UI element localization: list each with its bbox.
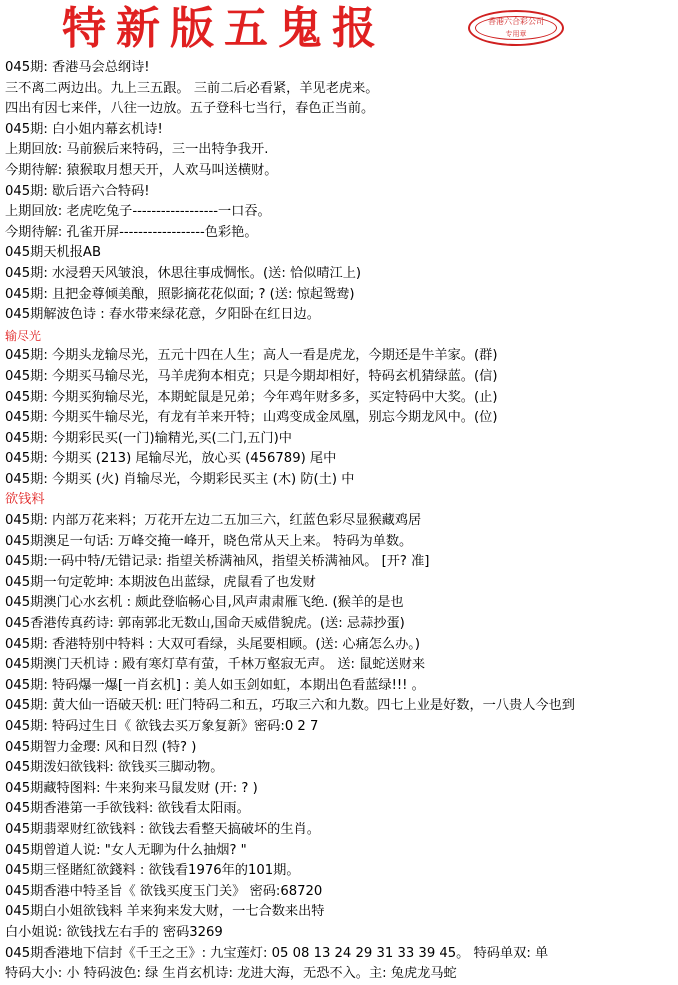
text-line: 上期回放: 老虎吃兔子------------------一口吞。: [5, 204, 271, 220]
text-line: 045期: 白小姐内幕玄机诗!: [5, 121, 163, 137]
text-line: 输尽光: [5, 328, 42, 343]
text-line: 045香港传真药诗: 郭南郭北无数山,国命天威借貌虎。(送: 忌蒜抄蛋): [5, 616, 405, 632]
text-line: 045期: 今期头龙输尽光，五元十四在人生；高人一看是虎龙，今期还是牛羊家。(群): [5, 348, 498, 364]
text-line: 三不离二两边出。九上三五跟。 三前二后必看紧，羊见老虎来。: [5, 80, 379, 96]
text-line: 045期:一码中特/无错记录: 指望关桥满袖风，指望关桥满袖风。 [开? 准]: [5, 554, 430, 570]
text-line: 045期: 黄大仙一语破天机: 旺门特码二和五，巧取三六和九数。四七上业是好数，一八贵人今也到: [5, 698, 575, 714]
text-line: 045期: 今期买马输尽光，马羊虎狗本相克；只是今期却相好，特码玄机猜绿蓝。(信): [5, 368, 498, 384]
text-line: 045期解波色诗 : 春水带来绿花意，夕阳卧在红日边。: [5, 307, 320, 323]
text-line: 四出有因七来伴，八往一边放。五子登科七当行，春色正当前。: [5, 101, 375, 117]
text-line: 045期三怪賭紅欲錢料 : 欲钱看1976年的101期。: [5, 863, 300, 879]
text-line: 045期曾道人说: "女人无聊为什么抽烟? ": [5, 842, 247, 858]
page-title: 特新版五鬼报: [62, 3, 386, 54]
text-line: 045期泼妇欲钱料: 欲钱买三脚动物。: [5, 760, 224, 776]
text-line: 045期: 今期买 (火) 肖输尽光，今期彩民买主 (木) 防(土) 中: [5, 471, 355, 487]
document-body: [5, 58, 673, 985]
text-line: 045期澳足一句话: 万峰交掩一峰开，晓色常从天上来。 特码为单数。: [5, 533, 413, 549]
text-line: 045期香港中特圣旨《 欲钱买度玉门关》 密码:68720: [5, 883, 323, 899]
text-line: 045期藏特图料: 牛来狗来马鼠发财 (开: ? ): [5, 780, 258, 796]
red-seal-stamp: [468, 10, 564, 46]
text-line: 045期智力金璎: 风和日烈 (特? ): [5, 739, 197, 755]
text-line: 045期香港地下信封《千王之王》: 九宝莲灯: 05 08 13 24 29 31 33 39 45。 特码单双: 单: [5, 945, 549, 961]
text-line: 045期一句定乾坤: 本期波色出蓝绿，虎鼠看了也发财: [5, 574, 316, 590]
text-line: 045期: 特码爆一爆[一肖玄机] : 美人如玉剑如虹，本期出色看蓝绿!!! 。: [5, 677, 425, 693]
text-line: 今期待解: 猿猴取月想天开，人欢马叫送横财。: [5, 162, 278, 178]
text-line: 045期: 内部万花来料；万花开左边二五加三六，红蓝色彩尽显猴藏鸡居: [5, 513, 422, 529]
text-line: 045期: 水浸碧天风皱浪，休思往事成惆怅。(送: 恰似晴江上): [5, 265, 362, 281]
text-line: 045期澳门天机诗 : 殿有寒灯草有萤，千林万壑寂无声。 送: 鼠蛇送财来: [5, 657, 426, 673]
text-line: 045期: 特码过生日《 欲钱去买万象复新》密码:0 2 7: [5, 719, 319, 734]
page-header: [0, 0, 678, 60]
text-line: 特码大小: 小 特码波色: 绿 生肖玄机诗: 龙进大海，无恐不入。主: 兔虎龙马蛇: [5, 966, 457, 982]
text-line: 045期香港第一手欲钱料: 欲钱看太阳雨。: [5, 801, 250, 817]
text-line: 045期: 今期彩民买(一门)输精光,买(二门,五门)中: [5, 430, 292, 446]
text-line: 045期: 香港特别中特料 : 大双可看绿，头尾要相顾。(送: 心痛怎么办。): [5, 636, 421, 652]
text-line: 今期待解: 孔雀开屏------------------色彩艳。: [5, 224, 258, 240]
text-line: 上期回放: 马前猴后来特码，三一出特争我开.: [5, 142, 269, 158]
text-line: 045期: 歇后语六合特码!: [5, 183, 150, 199]
text-line: 045期: 今期买牛输尽光，有龙有羊来开特；山鸡变成金凤凰，别忘今期龙风中。(位): [5, 410, 498, 426]
seal-text-top: 香港六合彩公司: [488, 17, 544, 26]
text-line: 白小姐说: 欲钱找左右手的 密码3269: [5, 924, 223, 940]
text-line: 045期白小姐欲钱料 羊来狗来发大财，一七合数来出特: [5, 904, 325, 920]
seal-text-bottom: 专用章: [505, 30, 527, 38]
text-line: 045期: 今期买 (213) 尾输尽光，放心买 (456789) 尾中: [5, 451, 337, 467]
text-line: 045期天机报AB: [5, 245, 101, 261]
text-line: 045期澳门心水玄机 : 颇此登临畅心目,风声肃肃雁飞绝. (猴羊的是也: [5, 595, 404, 611]
text-line: 045期翡翠财红欲钱料 : 欲钱去看整天搞破坏的生肖。: [5, 821, 320, 837]
text-line: 045期: 今期买狗输尽光，本期蛇鼠是兄弟；今年鸡年财多多，买定特码中大奖。(止): [5, 389, 498, 405]
text-line: 欲钱料: [5, 492, 45, 508]
text-line: 045期: 香港马会总纲诗!: [5, 60, 150, 75]
text-line: 045期: 且把金尊倾美酿，照影摘花花似面; ? (送: 惊起鸳鸯): [5, 286, 355, 302]
